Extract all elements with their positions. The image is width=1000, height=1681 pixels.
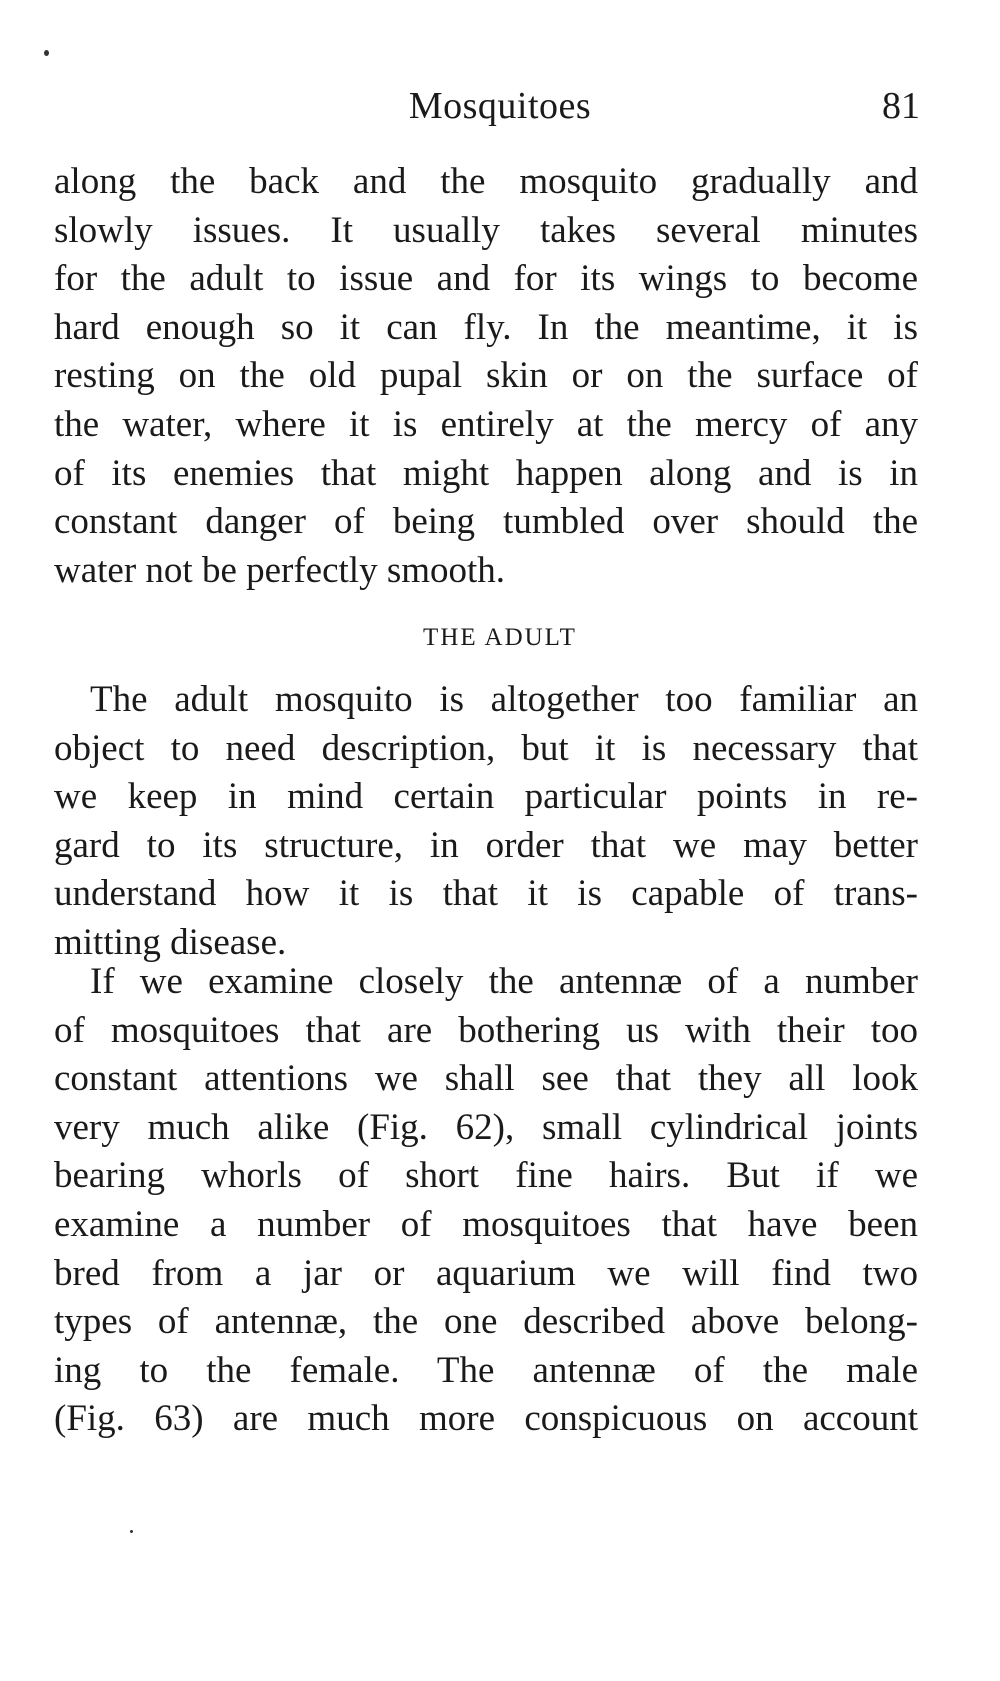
text-line: for the adult to issue and for its wings to become: [54, 258, 918, 300]
text-line: The adult mosquito is altogether too familiar an: [90, 679, 918, 720]
text-line: mitting disease.: [54, 921, 287, 963]
page-number: 81: [882, 85, 920, 127]
text-line: of mosquitoes that are bothering us with their too: [54, 1009, 918, 1051]
text-line: constant danger of being tumbled over should the: [54, 501, 918, 543]
text-line: bred from a jar or aquarium we will find two: [54, 1252, 918, 1294]
text-line: water not be perfectly smooth.: [54, 549, 506, 591]
text-line: gard to its structure, in order that we may better: [54, 824, 918, 866]
text-line: we keep in mind certain particular points in re-: [54, 776, 918, 818]
text-line: of its enemies that might happen along and is in: [54, 452, 918, 494]
text-line: ing to the female. The antennæ of the male: [54, 1349, 918, 1391]
section-heading: THE ADULT: [423, 624, 577, 651]
text-line: bearing whorls of short fine hairs. But if we: [54, 1155, 918, 1197]
paragraph-2: [54, 676, 918, 968]
text-line: hard enough so it can fly. In the meantime, it is: [54, 306, 918, 348]
text-line: If we examine closely the antennæ of a number: [90, 961, 918, 1002]
text-line: resting on the old pupal skin or on the surface of: [54, 355, 918, 397]
text-line: the water, where it is entirely at the mercy of any: [54, 403, 918, 445]
text-line: (Fig. 63) are much more conspicuous on account: [54, 1398, 918, 1440]
running-title: Mosquitoes: [408, 85, 592, 127]
text-line: understand how it is that it is capable of trans-: [54, 873, 918, 915]
text-line: slowly issues. It usually takes several minutes: [54, 209, 918, 251]
text-line: very much alike (Fig. 62), small cylindrical joints: [54, 1106, 918, 1148]
text-line: examine a number of mosquitoes that have been: [54, 1203, 918, 1245]
paragraph-1: [54, 158, 918, 595]
text-line: along the back and the mosquito gradually and: [54, 161, 918, 202]
text-line: types of antennæ, the one described above belong-: [54, 1301, 918, 1343]
text-line: object to need description, but it is necessary that: [54, 727, 918, 769]
ink-speck: [44, 50, 49, 56]
ink-speck: [130, 1530, 133, 1533]
text-line: constant attentions we shall see that they all look: [54, 1058, 918, 1100]
paragraph-3: [54, 958, 918, 1444]
